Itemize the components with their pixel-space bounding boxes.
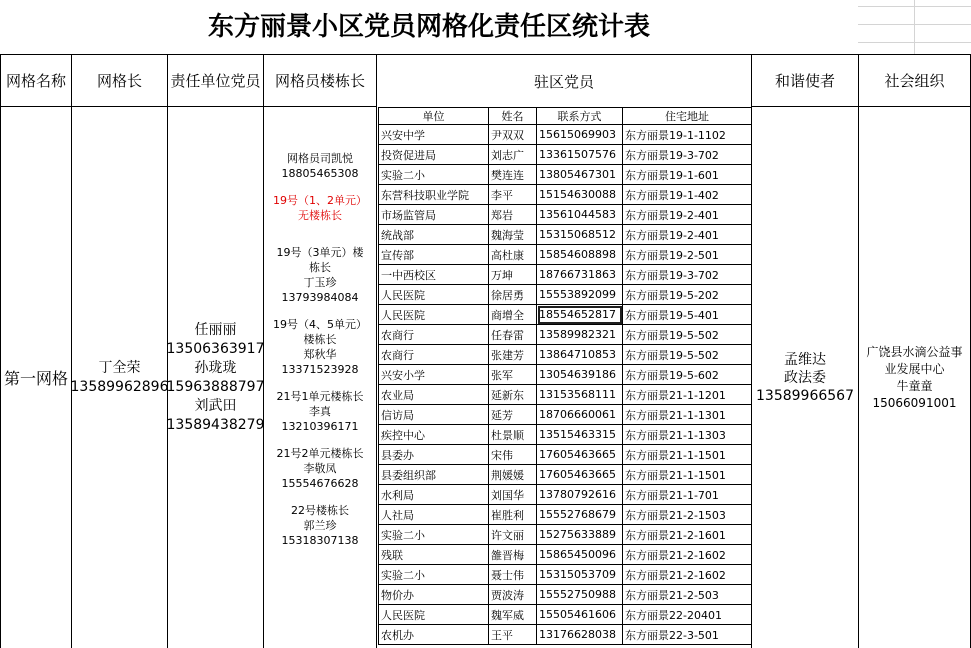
col-name: 姓名 xyxy=(489,108,537,125)
member-unit[interactable]: 一中西校区 xyxy=(379,265,489,285)
responsible-name: 任丽丽 xyxy=(194,321,237,338)
members-header-row xyxy=(379,108,752,125)
table-row[interactable] xyxy=(379,585,752,605)
member-unit[interactable]: 实验二小 xyxy=(379,165,489,185)
member-phone[interactable]: 13361507576 xyxy=(537,145,623,165)
member-phone[interactable]: 13176628038 xyxy=(537,625,623,645)
member-address[interactable]: 东方丽景19-5-502 xyxy=(623,325,752,345)
member-address[interactable]: 东方丽景19-2-401 xyxy=(623,205,752,225)
member-address[interactable]: 东方丽景19-3-702 xyxy=(623,265,752,285)
members-table xyxy=(378,107,752,645)
header-grid-leader: 网格长 xyxy=(72,54,168,107)
responsible-phone: 13506363917 xyxy=(166,340,265,357)
col-address: 住宅地址 xyxy=(623,108,752,125)
member-phone[interactable]: 13561044583 xyxy=(537,205,623,225)
harmony-envoy-cell xyxy=(752,107,859,648)
member-phone[interactable]: 15315068512 xyxy=(537,225,623,245)
member-name[interactable]: 魏军威 xyxy=(489,605,537,625)
envoy-name: 孟维达 xyxy=(784,351,826,368)
member-address[interactable]: 东方丽景19-5-602 xyxy=(623,365,752,385)
member-phone[interactable]: 15552750988 xyxy=(537,585,623,605)
member-name[interactable]: 延芳 xyxy=(489,405,537,425)
member-name[interactable]: 刘志广 xyxy=(489,145,537,165)
envoy-dept: 政法委 xyxy=(784,369,826,386)
table-row[interactable] xyxy=(379,325,752,345)
responsible-name: 刘武田 xyxy=(194,397,237,414)
member-address[interactable]: 东方丽景19-1-601 xyxy=(623,165,752,185)
member-name[interactable]: 徐居勇 xyxy=(489,285,537,305)
leader-name: 郭兰珍 xyxy=(303,519,337,532)
member-unit[interactable]: 残联 xyxy=(379,545,489,565)
responsible-name: 孙珑珑 xyxy=(194,359,237,376)
member-unit[interactable]: 市场监管局 xyxy=(379,205,489,225)
grid-name-cell xyxy=(0,107,72,648)
member-unit[interactable]: 人社局 xyxy=(379,505,489,525)
member-name[interactable]: 高杜康 xyxy=(489,245,537,265)
responsible-phone: 15963888797 xyxy=(166,378,265,395)
table-row[interactable] xyxy=(379,185,752,205)
member-address[interactable]: 东方丽景22-3-501 xyxy=(623,625,752,645)
header-social-org: 社会组织 xyxy=(859,54,971,107)
member-phone[interactable]: 15315053709 xyxy=(537,565,623,585)
member-phone[interactable]: 13054639186 xyxy=(537,365,623,385)
grid-member-phone: 18805465308 xyxy=(281,167,359,180)
member-unit[interactable]: 水利局 xyxy=(379,485,489,505)
member-address[interactable]: 东方丽景21-1-1201 xyxy=(623,385,752,405)
table-row[interactable] xyxy=(379,625,752,645)
grid-leader-phone: 13589962896 xyxy=(70,378,169,395)
member-phone[interactable]: 15865450096 xyxy=(537,545,623,565)
building-label: 楼栋长 xyxy=(303,333,337,346)
member-name[interactable]: 杜景顺 xyxy=(489,425,537,445)
member-address[interactable]: 东方丽景21-2-1503 xyxy=(623,505,752,525)
table-row[interactable] xyxy=(379,125,752,145)
member-name[interactable]: 李平 xyxy=(489,185,537,205)
leader-name: 李真 xyxy=(309,405,331,418)
member-address[interactable]: 东方丽景21-2-1601 xyxy=(623,525,752,545)
member-address[interactable]: 东方丽景19-5-202 xyxy=(623,285,752,305)
table-row[interactable] xyxy=(379,425,752,445)
table-row[interactable] xyxy=(379,245,752,265)
member-name[interactable]: 郑岩 xyxy=(489,205,537,225)
member-address[interactable]: 东方丽景21-1-1501 xyxy=(623,445,752,465)
member-name[interactable]: 刘国华 xyxy=(489,485,537,505)
member-unit[interactable]: 兴安中学 xyxy=(379,125,489,145)
leader-name: 李敬凤 xyxy=(303,462,337,475)
member-unit[interactable]: 投资促进局 xyxy=(379,145,489,165)
table-row[interactable] xyxy=(379,365,752,385)
building-21-1-block xyxy=(277,389,364,434)
member-unit[interactable]: 统战部 xyxy=(379,225,489,245)
leader-phone: 13371523928 xyxy=(281,363,359,376)
org-name: 广饶县水滴公益事 xyxy=(866,344,963,359)
responsible-phone: 13589438279 xyxy=(166,416,265,433)
member-unit[interactable]: 实验二小 xyxy=(379,525,489,545)
table-row[interactable] xyxy=(379,525,752,545)
member-address[interactable]: 东方丽景19-1-1102 xyxy=(623,125,752,145)
table-row[interactable] xyxy=(379,485,752,505)
member-address[interactable]: 东方丽景19-5-401 xyxy=(623,305,752,325)
member-name[interactable]: 王平 xyxy=(489,625,537,645)
table-row[interactable] xyxy=(379,165,752,185)
header-grid-name: 网格名称 xyxy=(0,54,72,107)
org-contact: 牛童童 xyxy=(896,378,933,393)
leader-phone: 15318307138 xyxy=(281,534,359,547)
table-row[interactable] xyxy=(379,545,752,565)
member-address[interactable]: 东方丽景19-3-702 xyxy=(623,145,752,165)
member-name[interactable]: 尹双双 xyxy=(489,125,537,145)
header-building-leader: 网格员楼栋长 xyxy=(264,54,377,107)
member-address[interactable]: 东方丽景21-1-701 xyxy=(623,485,752,505)
member-phone[interactable]: 13805467301 xyxy=(537,165,623,185)
table-row[interactable] xyxy=(379,265,752,285)
member-name[interactable]: 雒晋梅 xyxy=(489,545,537,565)
member-address[interactable]: 东方丽景21-2-1602 xyxy=(623,545,752,565)
member-name[interactable]: 延新东 xyxy=(489,385,537,405)
member-name[interactable]: 商增全 xyxy=(489,305,537,325)
header-harmony-envoy: 和谐使者 xyxy=(752,54,859,107)
org-phone: 15066091001 xyxy=(872,395,957,410)
table-row[interactable] xyxy=(379,465,752,485)
building-19-12-block xyxy=(273,193,367,223)
header-responsible: 责任单位党员 xyxy=(168,54,264,107)
member-address[interactable]: 东方丽景21-1-1501 xyxy=(623,465,752,485)
member-address[interactable]: 东方丽景21-2-503 xyxy=(623,585,752,605)
empty-sheet-grid xyxy=(858,0,971,54)
grid-name: 第一网格 xyxy=(3,369,68,388)
building-19-45-block xyxy=(273,317,367,377)
grid-leader-name: 丁全荣 xyxy=(98,359,141,376)
grid-member-label: 网格员司凯悦 xyxy=(286,152,353,165)
member-phone[interactable]: 18766731863 xyxy=(537,265,623,285)
member-address[interactable]: 东方丽景19-2-401 xyxy=(623,225,752,245)
member-address[interactable]: 东方丽景19-1-402 xyxy=(623,185,752,205)
building-label: 19号（1、2单元） xyxy=(273,194,367,207)
member-unit[interactable]: 农商行 xyxy=(379,325,489,345)
col-unit: 单位 xyxy=(379,108,489,125)
responsible-cell xyxy=(168,107,264,648)
member-name[interactable]: 贾波涛 xyxy=(489,585,537,605)
member-unit[interactable]: 实验二小 xyxy=(379,565,489,585)
member-phone[interactable]: 15553892099 xyxy=(537,285,623,305)
building-22-block xyxy=(282,503,359,548)
header-resident-members: 驻区党员 xyxy=(377,54,752,107)
member-name[interactable]: 张军 xyxy=(489,365,537,385)
org-name: 业发展中心 xyxy=(884,361,945,376)
member-name[interactable]: 宋伟 xyxy=(489,445,537,465)
member-phone[interactable]: 17605463665 xyxy=(537,465,623,485)
member-address[interactable]: 东方丽景21-2-1602 xyxy=(623,565,752,585)
member-unit[interactable]: 宣传部 xyxy=(379,245,489,265)
building-label: 21号1单元楼栋长 xyxy=(276,390,364,403)
member-address[interactable]: 东方丽景21-1-1301 xyxy=(623,405,752,425)
member-unit[interactable]: 县委组织部 xyxy=(379,465,489,485)
table-row[interactable] xyxy=(379,345,752,365)
table-row[interactable] xyxy=(379,605,752,625)
social-org-cell xyxy=(859,107,971,648)
member-name[interactable]: 崔胜利 xyxy=(489,505,537,525)
building-label: 19号（4、5单元） xyxy=(273,318,367,331)
member-unit[interactable]: 兴安小学 xyxy=(379,365,489,385)
leader-name: 丁玉珍 xyxy=(303,276,337,289)
member-unit[interactable]: 农机办 xyxy=(379,625,489,645)
leader-phone: 15554676628 xyxy=(281,477,359,490)
member-address[interactable]: 东方丽景22-20401 xyxy=(623,605,752,625)
member-unit[interactable]: 县委办 xyxy=(379,445,489,465)
leader-phone: 13210396171 xyxy=(281,420,359,433)
col-phone: 联系方式 xyxy=(537,108,623,125)
member-name[interactable]: 万坤 xyxy=(489,265,537,285)
building-label: 栋长 xyxy=(309,261,331,274)
member-name[interactable]: 许文丽 xyxy=(489,525,537,545)
leader-phone: 13793984084 xyxy=(281,291,359,304)
building-21-2-block xyxy=(277,446,364,491)
building-label: 19号（3单元）楼 xyxy=(276,246,364,259)
table-row[interactable] xyxy=(379,225,752,245)
member-phone[interactable]: 13515463315 xyxy=(537,425,623,445)
table-row[interactable] xyxy=(379,145,752,165)
envoy-phone: 13589966567 xyxy=(756,387,854,404)
member-name[interactable]: 张建芳 xyxy=(489,345,537,365)
member-unit[interactable]: 人民医院 xyxy=(379,305,489,325)
member-phone[interactable]: 15615069903 xyxy=(537,125,623,145)
member-phone[interactable]: 18706660061 xyxy=(537,405,623,425)
member-unit[interactable]: 东营科技职业学院 xyxy=(379,185,489,205)
building-19-3-block xyxy=(277,245,364,305)
member-phone[interactable]: 15854608898 xyxy=(537,245,623,265)
member-unit[interactable]: 人民医院 xyxy=(379,605,489,625)
member-phone[interactable]: 13780792616 xyxy=(537,485,623,505)
table-row[interactable] xyxy=(379,285,752,305)
member-address[interactable]: 东方丽景21-1-1303 xyxy=(623,425,752,445)
grid-leader-cell xyxy=(72,107,168,648)
member-phone[interactable]: 13153568111 xyxy=(537,385,623,405)
member-phone[interactable]: 13589982321 xyxy=(537,325,623,345)
table-row[interactable] xyxy=(379,385,752,405)
table-row[interactable] xyxy=(379,445,752,465)
member-unit[interactable]: 农业局 xyxy=(379,385,489,405)
grid-member-block xyxy=(282,151,359,181)
table-row[interactable] xyxy=(379,505,752,525)
member-phone[interactable]: 15505461606 xyxy=(537,605,623,625)
table-row[interactable] xyxy=(379,405,752,425)
member-address[interactable]: 东方丽景19-5-502 xyxy=(623,345,752,365)
member-phone[interactable]: 13864710853 xyxy=(537,345,623,365)
table-row[interactable] xyxy=(379,305,752,325)
member-unit[interactable]: 信访局 xyxy=(379,405,489,425)
member-unit[interactable]: 人民医院 xyxy=(379,285,489,305)
member-name[interactable]: 聂士伟 xyxy=(489,565,537,585)
table-row[interactable] xyxy=(379,205,752,225)
table-row[interactable] xyxy=(379,565,752,585)
member-name[interactable]: 荆媛媛 xyxy=(489,465,537,485)
member-name[interactable]: 樊连连 xyxy=(489,165,537,185)
member-phone[interactable]: 15275633889 xyxy=(537,525,623,545)
page-title: 东方丽景小区党员网格化责任区统计表 xyxy=(207,12,650,42)
member-phone[interactable]: 18554652817 xyxy=(537,305,623,325)
member-phone[interactable]: 17605463665 xyxy=(537,445,623,465)
building-label: 22号楼栋长 xyxy=(290,504,349,517)
member-unit[interactable]: 物价办 xyxy=(379,585,489,605)
building-label: 21号2单元楼栋长 xyxy=(276,447,364,460)
member-phone[interactable]: 15154630088 xyxy=(537,185,623,205)
building-leaders-cell xyxy=(264,107,377,648)
member-address[interactable]: 东方丽景19-2-501 xyxy=(623,245,752,265)
member-phone[interactable]: 15552768679 xyxy=(537,505,623,525)
member-unit[interactable]: 疾控中心 xyxy=(379,425,489,445)
leader-name: 郑秋华 xyxy=(303,348,337,361)
member-name[interactable]: 魏海莹 xyxy=(489,225,537,245)
member-name[interactable]: 任春雷 xyxy=(489,325,537,345)
member-unit[interactable]: 农商行 xyxy=(379,345,489,365)
no-leader-note: 无楼栋长 xyxy=(298,209,342,222)
